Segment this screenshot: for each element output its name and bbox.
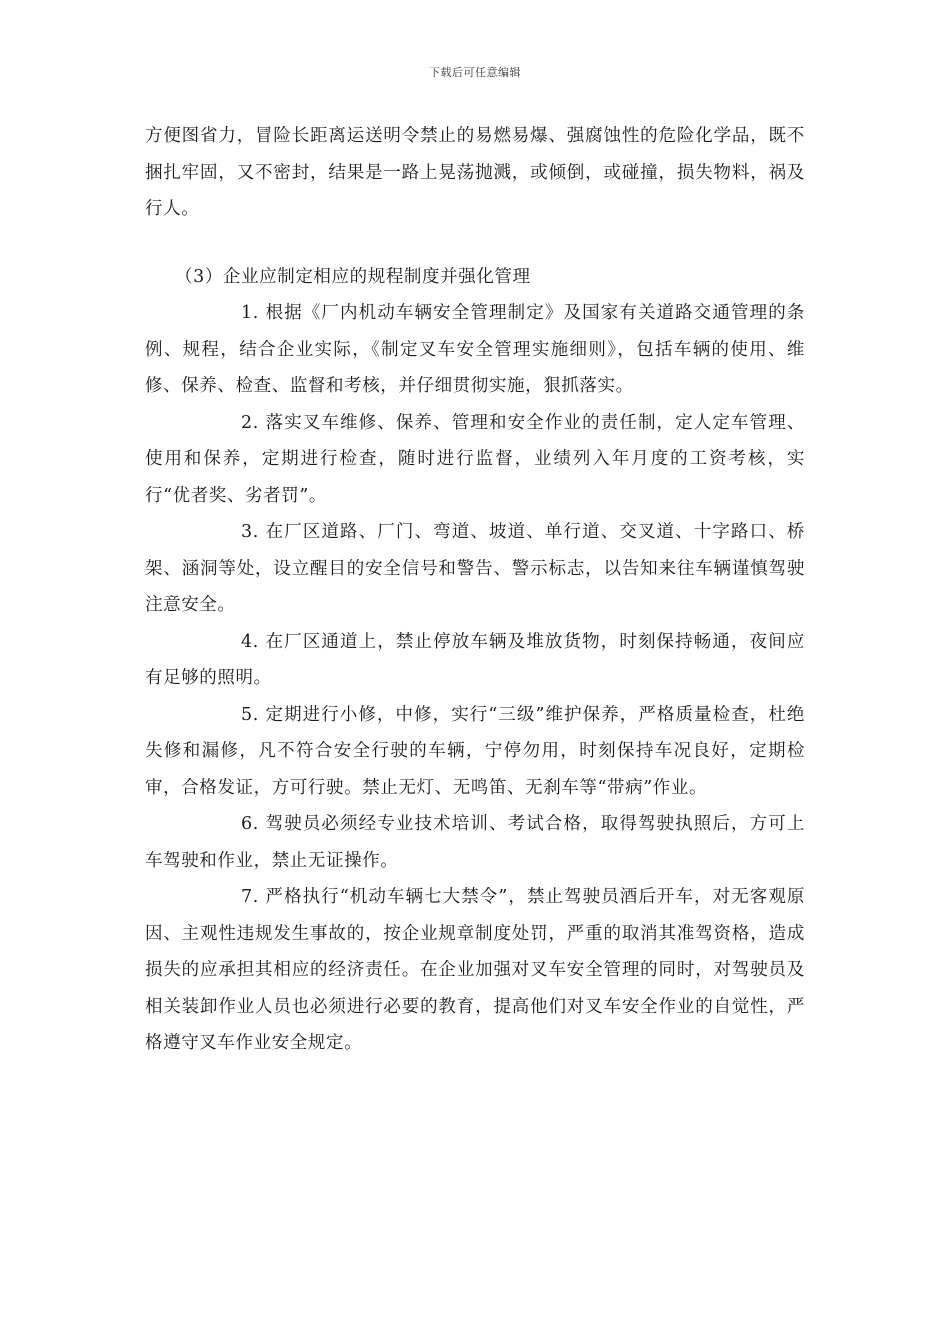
numbered-item-1: 1. 根据《厂内机动车辆安全管理制定》及国家有关道路交通管理的条例、规程，结合企业实际，《制定叉车安全管理实施细则》，包括车辆的使用、维修、保养、检查、监督和考核，并仔细贯彻实施，狠抓落实。	[145, 303, 805, 396]
section-heading: （3）企业应制定相应的规程制度并强化管理	[175, 266, 531, 287]
numbered-item-6: 6. 驾驶员必须经专业技术培训、考试合格，取得驾驶执照后，方可上车驾驶和作业，禁止无证操作。	[145, 814, 805, 871]
numbered-item-7: 7. 严格执行“机动车辆七大禁令”，禁止驾驶员酒后开车，对无客观原因、主观性违规发生事故的，按企业规章制度处罚，严重的取消其准驾资格，造成损失的应承担其相应的经济责任。在企业加强对叉车安全管理的同时，对驾驶员及相关装卸作业人员也必须进行必要的教育，提高他们对叉车安全作业的自觉性，严格遵守叉车作业安全规定。	[145, 887, 805, 1053]
intro-paragraph: 方便图省力，冒险长距离运送明令禁止的易燃易爆、强腐蚀性的危险化学品，既不捆扎牢固，又不密封，结果是一路上晃荡抛溅，或倾倒，或碰撞，损失物料，祸及行人。	[145, 126, 805, 219]
numbered-item-2: 2. 落实叉车维修、保养、管理和安全作业的责任制，定人定车管理、使用和保养，定期进行检查，随时进行监督，业绩列入年月度的工资考核，实行“优者奖、劣者罚”。	[145, 412, 805, 506]
numbered-item-3: 3. 在厂区道路、厂门、弯道、坡道、单行道、交叉道、十字路口、桥架、涵洞等处，设立醒目的安全信号和警告、警示标志，以告知来往车辆谨慎驾驶注意安全。	[145, 522, 805, 615]
document-body	[145, 118, 805, 1062]
page-header: 下载后可任意编辑	[429, 66, 521, 79]
numbered-item-4: 4. 在厂区通道上，禁止停放车辆及堆放货物，时刻保持畅通，夜间应有足够的照明。	[145, 631, 805, 688]
numbered-item-5: 5. 定期进行小修，中修，实行“三级”维护保养，严格质量检查，杜绝失修和漏修，凡不符合安全行驶的车辆，宁停勿用，时刻保持车况良好，定期检审，合格发证，方可行驶。禁止无灯、无鸣笛、无刹车等“带病”作业。	[145, 704, 805, 798]
